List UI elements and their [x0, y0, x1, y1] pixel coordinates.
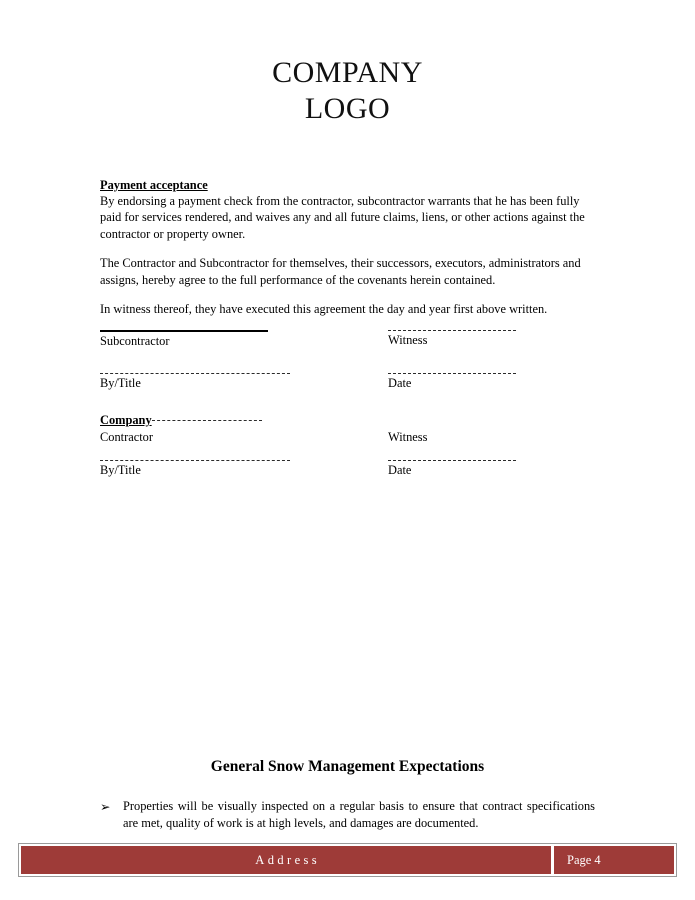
- paragraph-covenants: The Contractor and Subcontractor for themselves, their successors, executors, administrators and assigns, hereby agree to the full performance of the covenants herein contained.: [100, 256, 581, 287]
- signature-field-witness-2[interactable]: [388, 413, 588, 445]
- signature-label-date-2: Date: [388, 463, 412, 477]
- signature-field-company[interactable]: [100, 413, 295, 445]
- paragraph-payment-acceptance: By endorsing a payment check from the contractor, subcontractor warrants that he has been fully paid for services rendered, and waives any and all future claims, liens, or other actions against the contractor or property owner.: [100, 194, 585, 241]
- footer-address: Address: [21, 846, 551, 874]
- signature-label-witness-2: Witness: [388, 430, 428, 444]
- signature-row-subcontractor: [100, 330, 592, 352]
- signature-field-date-2[interactable]: [388, 460, 588, 478]
- footer-page-number: Page 4: [554, 846, 674, 874]
- company-rule: [152, 420, 262, 421]
- arrow-bullet-icon: ➢: [100, 799, 111, 814]
- company-label: Company: [100, 413, 152, 427]
- heading-general-snow-management-expectations: General Snow Management Expectations: [210, 758, 485, 775]
- signature-field-bytitle-1[interactable]: [100, 373, 295, 391]
- signature-block-subcontractor: [100, 330, 592, 352]
- letterhead-line-logo: LOGO: [304, 92, 391, 125]
- signature-label-bytitle-1: By/Title: [100, 376, 141, 390]
- signature-label-bytitle-2: By/Title: [100, 463, 141, 477]
- signature-field-bytitle-2[interactable]: [100, 460, 295, 478]
- signature-block-company: [100, 413, 592, 444]
- signature-label-witness-1: Witness: [388, 333, 428, 347]
- company-name-line: [100, 413, 295, 428]
- letterhead-line-company: COMPANY: [272, 56, 423, 89]
- signature-block-bytitle-2: [100, 460, 592, 482]
- signature-block-bytitle-1: [100, 373, 592, 395]
- body-content: [100, 178, 592, 317]
- signature-row-bytitle-1: [100, 373, 592, 395]
- section-heading-payment-acceptance: Payment acceptance: [100, 178, 208, 192]
- list-item-text: Properties will be visually inspected on a regular basis to ensure that contract specifications are met, quality of work is at high levels, and damages are documented.: [123, 799, 595, 830]
- page-footer: [18, 843, 677, 877]
- signature-row-company: [100, 413, 592, 444]
- signature-field-witness-1[interactable]: [388, 330, 588, 348]
- signature-label-date-1: Date: [388, 376, 412, 390]
- signature-label-contractor: Contractor: [100, 430, 153, 444]
- paragraph-witness-thereof: In witness thereof, they have executed this agreement the day and year first above written.: [100, 302, 548, 317]
- list-item: [100, 798, 595, 832]
- signature-field-subcontractor[interactable]: [100, 330, 295, 349]
- signature-row-bytitle-2: [100, 460, 592, 482]
- signature-spacer-witness-2: [388, 413, 588, 428]
- signature-label-subcontractor: Subcontractor: [100, 334, 170, 348]
- letterhead: [0, 55, 695, 127]
- signature-field-date-1[interactable]: [388, 373, 588, 391]
- expectations-list: [100, 798, 595, 832]
